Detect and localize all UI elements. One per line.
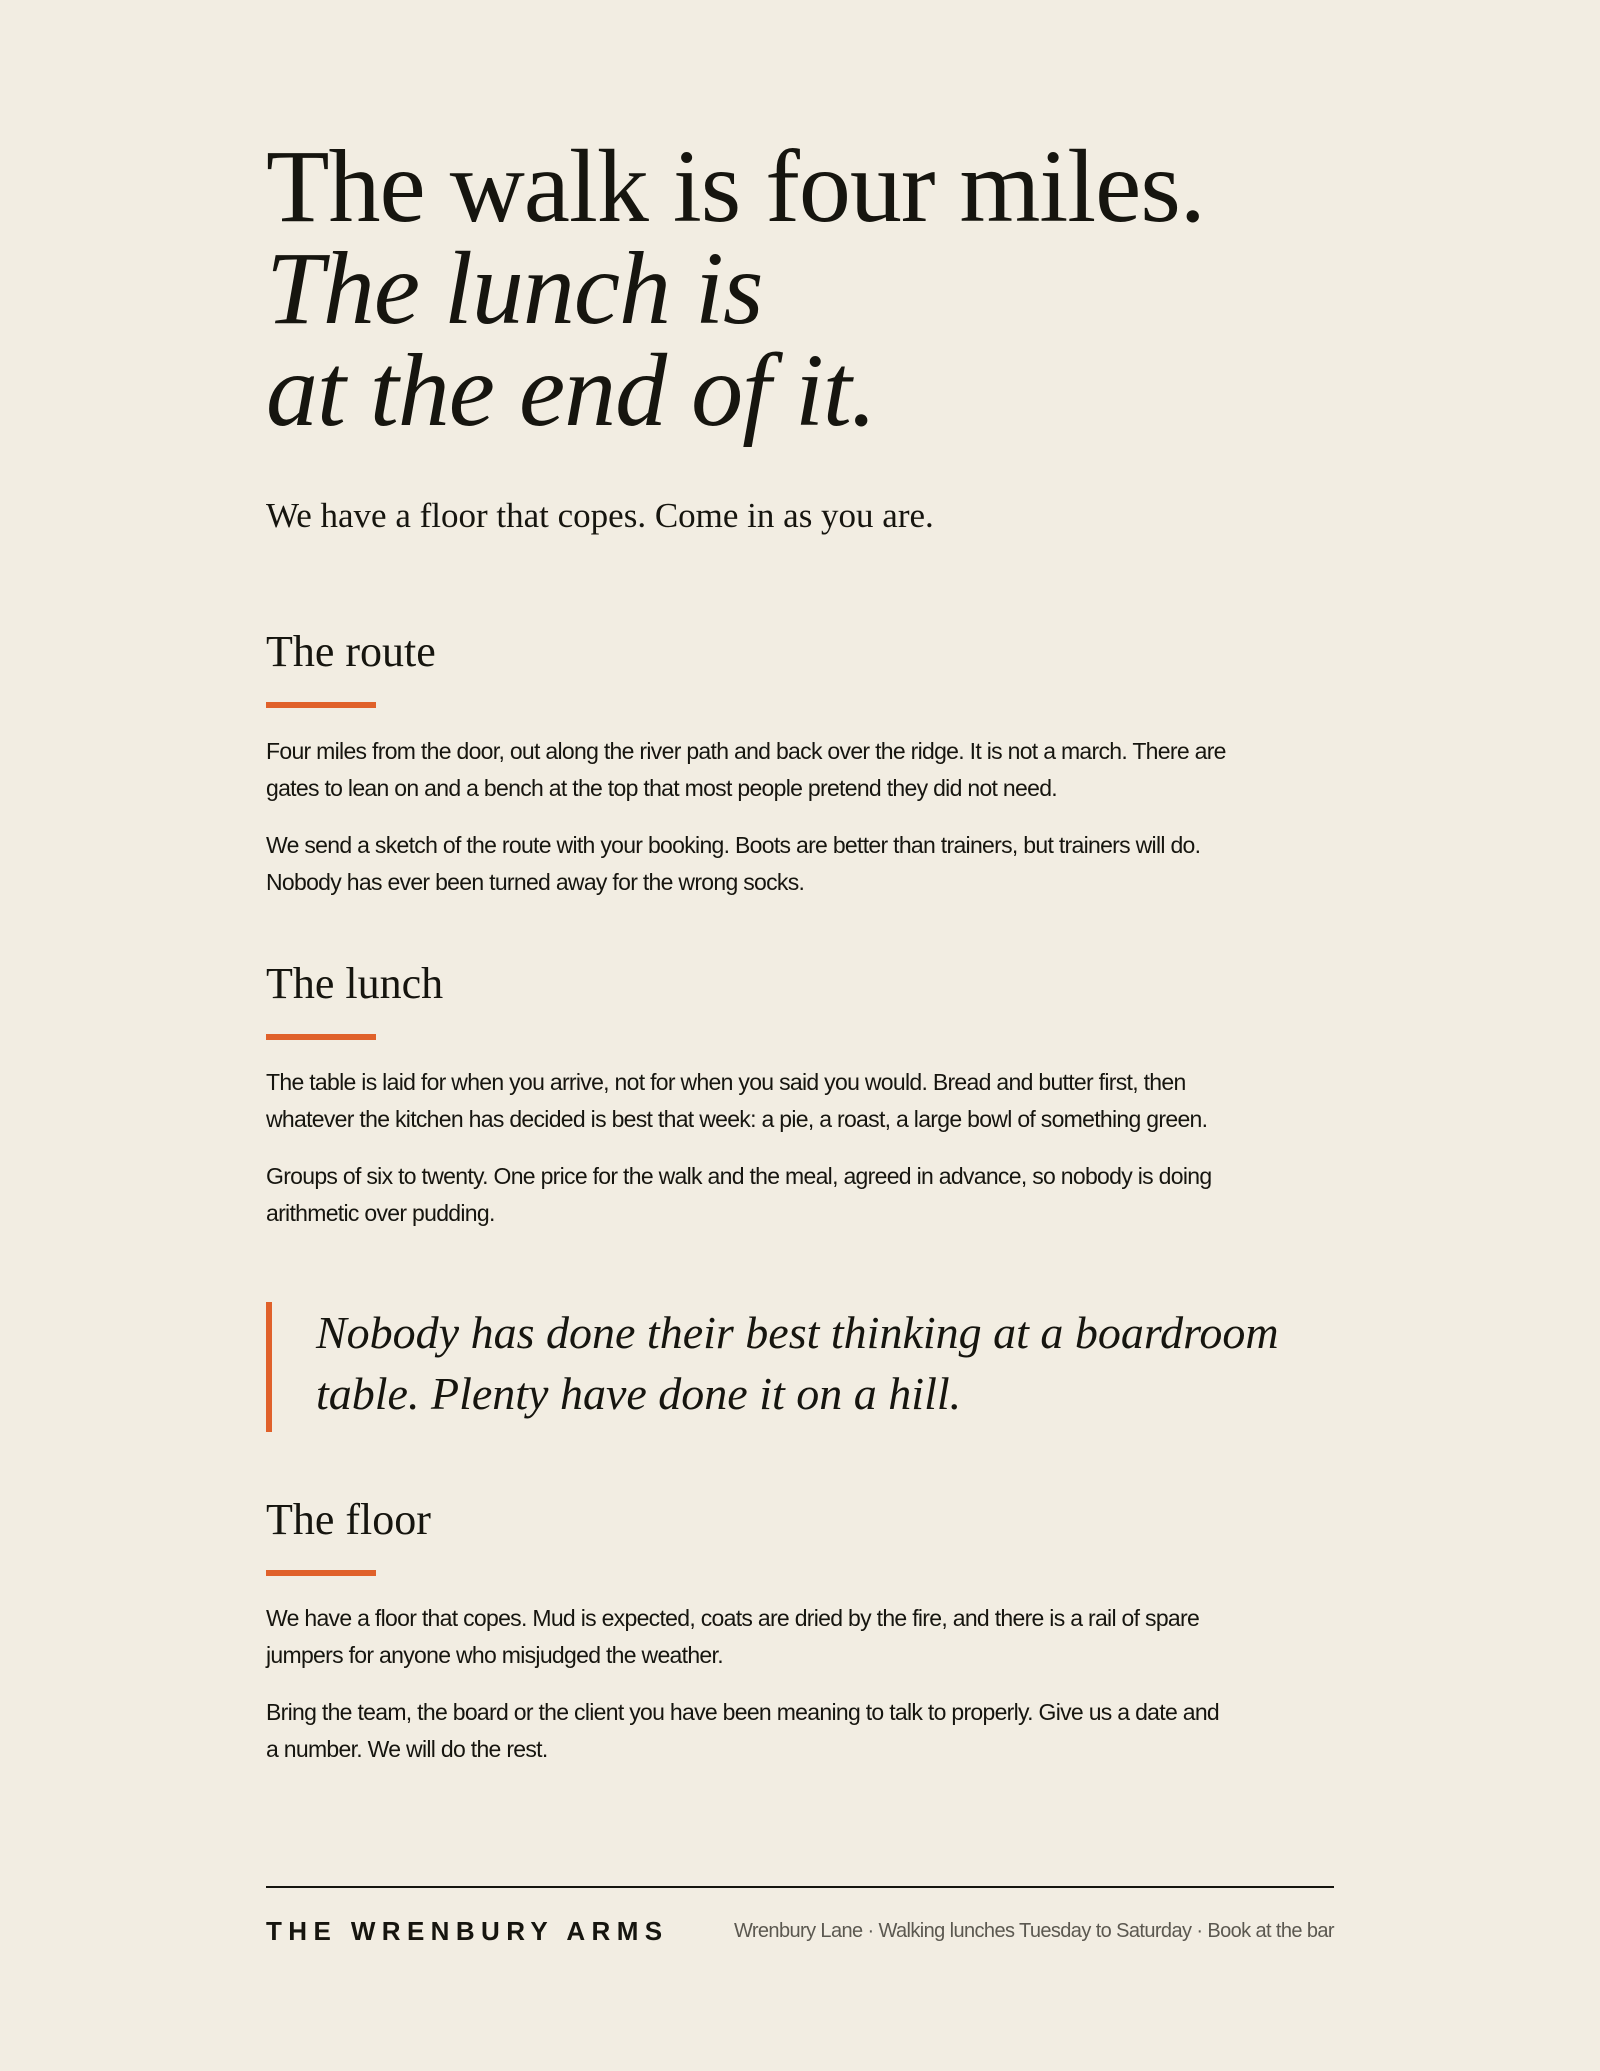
section-title-lunch: The lunch [266,959,444,1008]
headline-line-1: The walk is four miles. [266,129,1205,244]
subheading: We have a floor that copes. Come in as you are. [266,496,934,535]
headline-line-2: The lunch is [266,231,763,346]
headline [266,129,1366,448]
section-rule-lunch [266,1034,376,1040]
pull-quote-line-1: Nobody has done their best thinking at a boardroom [316,1307,1279,1358]
lunch-paragraph-2: Groups of six to twenty. One price for the walk and the meal, agreed in advance, so nobody is doing arithmetic over pudding. [266,1163,1212,1226]
pull-quote [266,1302,1279,1432]
footer-info: Wrenbury Lane · Walking lunches Tuesday to Saturday · Book at the bar [733,1920,1334,1942]
footer-divider [266,1886,1334,1888]
section-title-route: The route [266,627,436,676]
section-rule-route [266,702,376,708]
floor-paragraph-1: We have a floor that copes. Mud is expected, coats are dried by the fire, and there is a rail of spare jumpers for anyone who misjudged the weather. [266,1605,1200,1668]
section-title-floor: The floor [266,1495,431,1544]
lunch-paragraph-1: The table is laid for when you arrive, not for when you said you would. Bread and butter first, then whatever the kitchen has decided is best that week: a pie, a roast, a large bowl of something green. [266,1069,1208,1132]
pull-quote-line-2: table. Plenty have done it on a hill. [316,1368,962,1419]
route-paragraph-2: We send a sketch of the route with your booking. Boots are better than trainers, but trainers will do. Nobody has ever been turned away for the wrong socks. [266,832,1201,895]
headline-line-3: at the end of it. [266,333,876,448]
brand-name: THE WRENBURY ARMS [266,1916,669,1946]
route-paragraph-1: Four miles from the door, out along the river path and back over the ridge. It is not a march. There are gates to lean on and a bench at the top that most people pretend they did not need. [266,738,1226,801]
floor-paragraph-2: Bring the team, the board or the client you have been meaning to talk to properly. Give us a date and a number. We will do the rest. [266,1699,1220,1762]
section-rule-floor [266,1570,376,1576]
